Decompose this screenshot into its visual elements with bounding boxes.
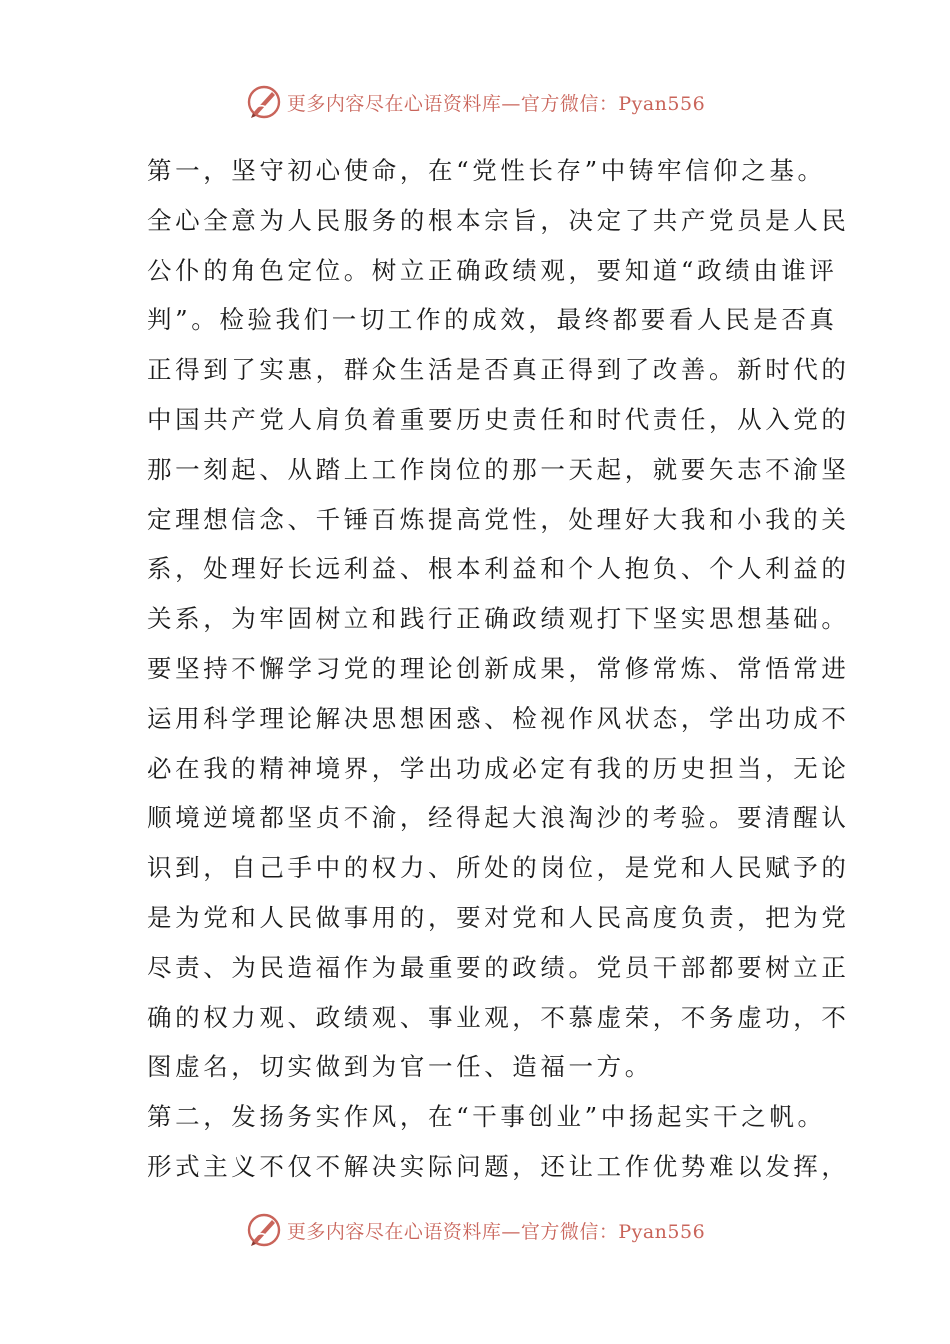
text-line: 确的权力观、政绩观、事业观，不慕虚荣，不务虚功，不 [147, 1002, 850, 1032]
text-line: 识到，自己手中的权力、所处的岗位，是党和人民赋予的 [147, 853, 850, 883]
text-line: 形式主义不仅不解决实际问题，还让工作优势难以发挥， [147, 1151, 850, 1181]
footer-watermark-text: 更多内容尽在心语资料库—官方微信：Pyan556 [286, 1220, 706, 1243]
text-line: 第一，坚守初心使命，在“党性长存”中铸牢信仰之基。 [147, 156, 826, 185]
text-line: 全心全意为人民服务的根本宗旨，决定了共产党员是人民 [147, 205, 850, 235]
text-line: 是为党和人民做事用的，要对党和人民高度负责，把为党 [147, 902, 850, 932]
text-line: 正得到了实惠，群众生活是否真正得到了改善。新时代的 [147, 355, 850, 385]
text-line: 第二，发扬务实作风，在“干事创业”中扬起实干之帆。 [147, 1102, 826, 1132]
text-line: 要坚持不懈学习党的理论创新成果，常修常炼、常悟常进 [147, 653, 850, 683]
text-line: 公仆的角色定位。树立正确政绩观，要知道“政绩由谁评 [147, 255, 838, 285]
footer-watermark [0, 1210, 950, 1250]
text-line: 系，处理好长远利益、根本利益和个人抱负、个人利益的 [147, 554, 850, 584]
text-line: 判”。检验我们一切工作的成效，最终都要看人民是否真 [147, 305, 838, 335]
text-line: 那一刻起、从踏上工作岗位的那一天起，就要矢志不渝坚 [147, 454, 850, 484]
text-line: 顺境逆境都坚贞不渝，经得起大浪淘沙的考验。要清醒认 [147, 803, 850, 833]
text-line: 中国共产党人肩负着重要历史责任和时代责任，从入党的 [147, 404, 850, 434]
document-body [147, 146, 850, 1192]
text-line: 尽责、为民造福作为最重要的政绩。党员干部都要树立正 [147, 952, 850, 982]
header-watermark-text: 更多内容尽在心语资料库—官方微信：Pyan556 [286, 92, 706, 115]
text-line: 图虚名，切实做到为官一任、造福一方。 [147, 1052, 653, 1082]
text-line: 定理想信念、千锤百炼提高党性，处理好大我和小我的关 [147, 504, 850, 534]
text-line: 关系，为牢固树立和践行正确政绩观打下坚实思想基础。 [147, 604, 850, 634]
header-watermark [0, 82, 950, 122]
pen-logo-icon [245, 83, 283, 121]
text-line: 必在我的精神境界，学出功成必定有我的历史担当，无论 [147, 753, 850, 783]
text-line: 运用科学理论解决思想困惑、检视作风状态，学出功成不 [147, 703, 850, 733]
pen-logo-icon [245, 1211, 283, 1249]
